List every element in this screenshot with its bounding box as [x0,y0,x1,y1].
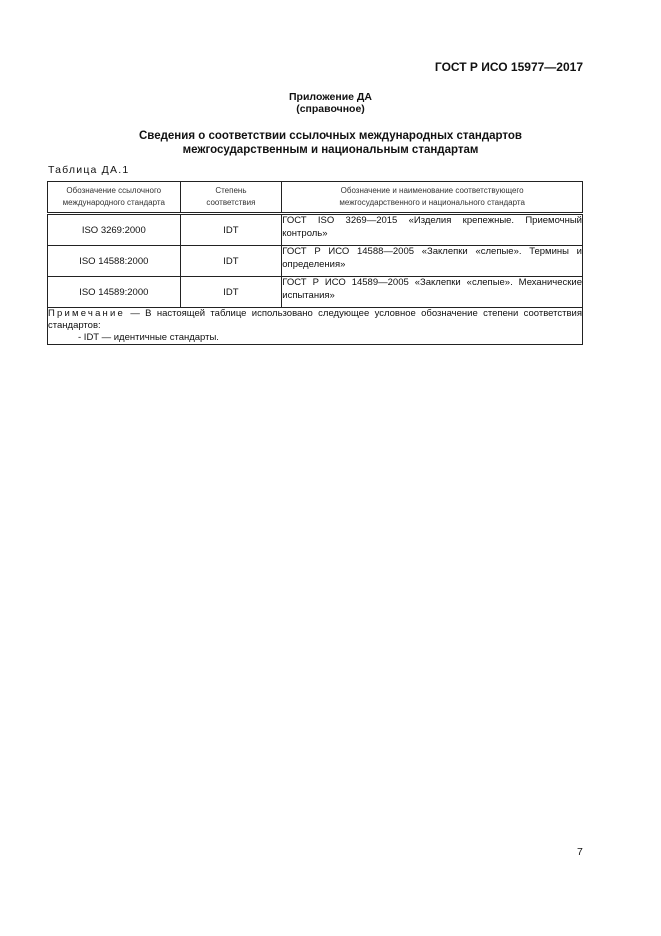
note-label: Примечание [48,308,125,319]
page-number: 7 [577,846,583,858]
header-line: Степень [215,186,247,195]
cell-reference-code: ISO 14588:2000 [48,246,181,277]
section-title-line-2: межгосударственным и национальным стандартам [182,144,479,156]
table-row [48,277,583,308]
header-national-standard [282,182,583,214]
note-item: - IDT — идентичные стандарты. [78,332,219,343]
header-reference-standard [48,182,181,214]
section-title [0,129,661,157]
header-line: Обозначение ссылочного [66,186,162,195]
cell-national-standard: ГОСТ Р ИСО 14588—2005 «Заклепки «слепые». Термины и определения» [282,246,583,277]
cell-degree: IDT [180,246,282,277]
cell-reference-code: ISO 14589:2000 [48,277,181,308]
table-row [48,214,583,246]
annex-title: Приложение ДА [289,91,372,103]
cell-national-standard: ГОСТ ISO 3269—2015 «Изделия крепежные. Приемочный контроль» [282,214,583,246]
table-note-row [48,308,583,345]
header-line: Обозначение и наименование соответствующего [340,186,524,195]
header-degree [180,182,282,214]
note-text: — В настоящей таблице использовано следующее условное обозначение степени соответствия стандартов: [48,308,582,331]
cell-degree: IDT [180,214,282,246]
table-row [48,246,583,277]
table-note [48,308,583,345]
section-title-line-1: Сведения о соответствии ссылочных международных стандартов [138,130,522,142]
table-caption: Таблица ДА.1 [48,164,130,176]
header-line: международного стандарта [62,198,165,207]
table-header-row [48,182,583,214]
document-code: ГОСТ Р ИСО 15977—2017 [434,60,583,74]
header-line: соответствия [206,198,256,207]
header-line: межгосударственного и национального стандарта [339,198,525,207]
correspondence-table [47,181,583,345]
cell-national-standard: ГОСТ Р ИСО 14589—2005 «Заклепки «слепые». Механические испытания» [282,277,583,308]
annex-subtitle: (справочное) [296,103,365,115]
cell-degree: IDT [180,277,282,308]
cell-reference-code: ISO 3269:2000 [48,214,181,246]
